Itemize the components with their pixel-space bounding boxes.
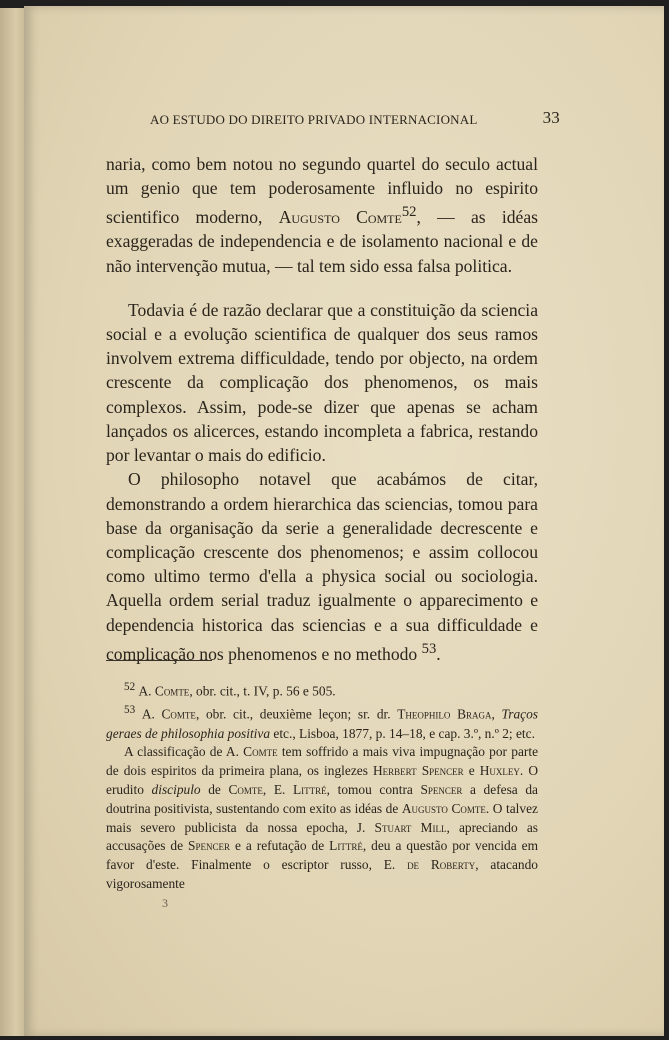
footnote-53-number: 53 [124,704,136,717]
page-sheet [24,6,664,1036]
footnote-53-continued [106,743,538,893]
fn-text: , atacando vigorosamente [106,857,538,891]
fn-text: , deu a questão por vencida em favor d'este. Finalmente o escriptor russo, E. [106,838,538,873]
fn-text: , apreciando as accusações de [106,819,538,854]
fn-name-mill: Stuart Mill [374,819,447,835]
fn-name-littre: Littré [329,838,363,854]
footnote-52-text: , obr. cit., t. IV, p. 56 e 505. [189,683,336,699]
footnotes [106,678,538,894]
footnote-53-text-a: , obr. cit., deuxième leçon; sr. dr. [195,706,398,722]
footnote-52 [106,678,538,701]
paragraph-1-text-b: , — as idéas exaggeradas de independencia e de isolamento nacional e de não intervenção mutua, — tal tem sido essa falsa politica. [106,207,538,276]
fn-text: . O erudito [106,763,538,797]
fn-name-spencer: Spencer [188,838,230,854]
footnote-52-author: A. Comte [138,683,190,699]
paragraph-3-text-a: O philosopho notavel que acabámos de citar, demonstrando a ordem hierarchica das sciencias, tomou para base da organisação da serie a generalidade decrescente e complicação crescente dos phenomenos; e assim collocou como ultimo termo d'ella a physica social ou sociologia. Aquella ordem serial traduz igualmente o apparecimento e dependencia historica das sciencias e a sua difficuldade e complicação nos phenomenos e no methodo [106,469,538,664]
author-name-comte: Augusto Comte [278,207,402,228]
footnote-52-number: 52 [124,681,136,693]
fn-text: a defesa da doutrina positivista, sustentando com exito as idéas de [106,781,538,816]
fn-text: , tomou contra [326,781,421,797]
fn-text: tem soffrido a mais viva impugnação por parte de dois espiritos da primeira plana, os inglezes [106,744,539,779]
footnote-53-work-title: Traços geraes de philosophia positiva [106,706,538,741]
printer-signature: 3 [162,896,168,910]
fn-name-roberty: de Roberty [407,857,476,873]
paragraph-1 [106,152,538,278]
paragraph-2: Todavia é de razão declarar que a constituição da sciencia social e a evolução scientifica de qualquer dos seus ramos involvem extrema difficuldade, tendo por objecto, na ordem crescente da complicação dos phenomenos, os mais complexos. Assim, pode-se dizer que apenas se acham lançados os alicerces, estando incompleta a fabrica, restando por levantar o mais do edificio. [106,299,538,466]
running-head [150,110,560,130]
fn-text: . O talvez mais severo publicista da nossa epocha, J. [106,800,538,835]
fn-name-comte: Augusto Comte [401,800,486,816]
fn-text: A classificação de A. [124,744,244,760]
fn-name-spencer: Spencer [420,781,463,797]
fn-text: e [463,763,480,779]
footnote-53-braga: Theophilo Braga [397,706,492,722]
footnote-53-author: A. Comte [141,706,196,722]
footnote-ref-52: 52 [401,204,417,221]
fn-text: de [200,781,229,797]
paragraph-1-text-a: naria, como bem notou no segundo quartel do seculo actual um genio que tem poderosamente influido no espirito scientifico moderno, [106,154,538,228]
fn-name-littre: Littré [292,781,327,797]
fn-text: e a refutação de [230,838,330,854]
footnote-rule [106,660,212,661]
paragraph-3 [106,467,538,665]
footnote-ref-53: 53 [421,640,437,657]
fn-name-comte: Comte [228,781,263,797]
fn-italic-discipulo: discipulo [151,781,201,797]
page-number: 33 [542,108,560,127]
facing-page-edge [0,8,27,1036]
running-head-title: AO ESTUDO DO DIREITO PRIVADO INTERNACIONAL [150,112,478,127]
fn-name-comte: Comte [243,744,278,760]
fn-name-spencer: Herbert Spencer [373,763,464,779]
paragraph-3-text-b: . [436,643,441,664]
footnote-53-text-c: etc., Lisboa, 1877, p. 14–18, e cap. 3.º, n.º 2; etc. [270,725,535,741]
fn-name-huxley: Huxley [479,763,520,779]
footnote-53 [106,701,538,743]
footnote-53-text-b: , [491,706,502,722]
main-text [106,152,538,666]
fn-text: , E. [262,781,293,797]
